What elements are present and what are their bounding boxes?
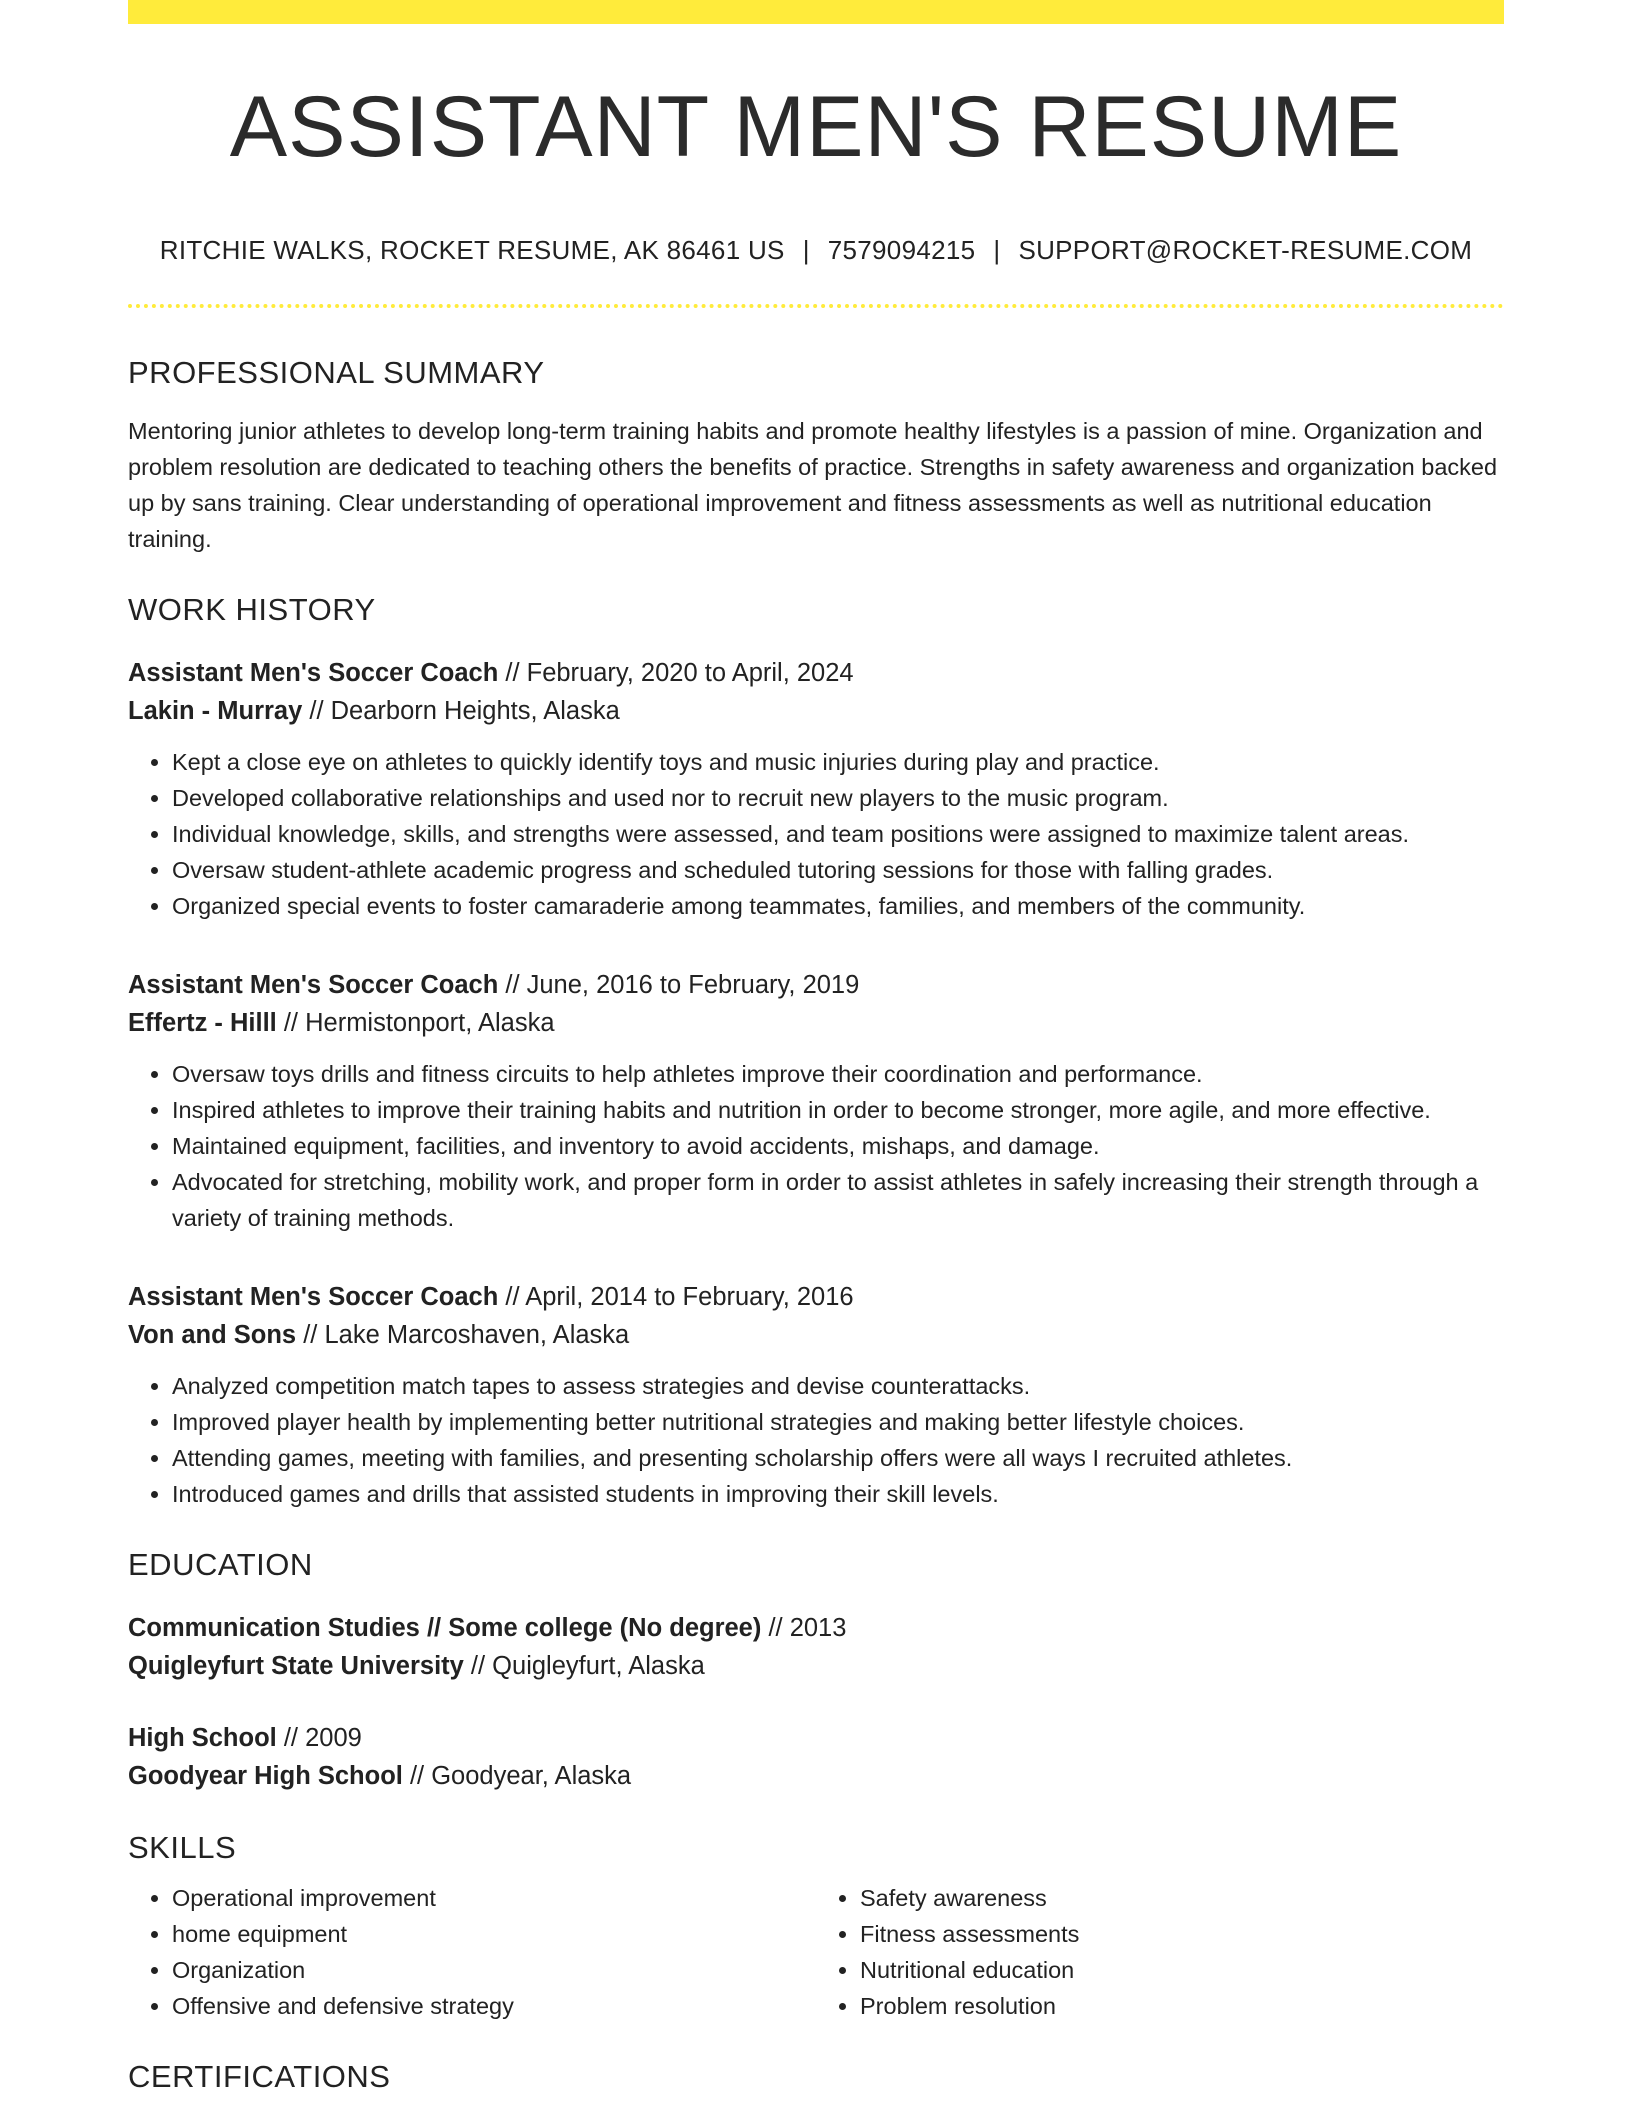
education-year: // 2013 — [761, 1614, 847, 1643]
job-title-line — [128, 654, 1504, 692]
resume-page — [128, 0, 1504, 2096]
job-dates: // April, 2014 to February, 2016 — [498, 1282, 854, 1311]
education-heading: EDUCATION — [128, 1546, 313, 1582]
job-title: Assistant Men's Soccer Coach — [128, 658, 499, 687]
dotted-divider — [128, 304, 1504, 308]
job-bullet: • Organized special events to foster camaraderie among teammates, families, and members of the community. — [172, 888, 1504, 924]
job-title: Assistant Men's Soccer Coach — [128, 1282, 499, 1311]
job-bullet: • Maintained equipment, facilities, and inventory to avoid accidents, mishaps, and damage. — [172, 1128, 1504, 1164]
resume-title: ASSISTANT MEN'S RESUME — [229, 79, 1403, 175]
job-bullet: • Kept a close eye on athletes to quickly identify toys and music injuries during play and practice. — [172, 744, 1504, 780]
job-title-line — [128, 966, 1504, 1004]
job-bullets — [128, 744, 1504, 924]
skill-item: • Organization — [172, 1952, 816, 1988]
skill-item: • Safety awareness — [860, 1880, 1504, 1916]
job-location: // Hermistonport, Alaska — [276, 1008, 555, 1037]
education-school-line — [128, 1757, 1504, 1795]
contact-separator: | — [993, 234, 1001, 265]
job-bullets — [128, 1368, 1504, 1512]
education-location: // Quigleyfurt, Alaska — [463, 1652, 705, 1681]
contact-separator: | — [802, 234, 810, 265]
education-entry — [128, 1609, 1504, 1685]
job-dates: // June, 2016 to February, 2019 — [498, 970, 860, 999]
contact-line — [128, 235, 1504, 266]
work-history-heading: WORK HISTORY — [128, 591, 376, 627]
job-company: Lakin - Murray — [128, 696, 303, 725]
skill-item: • home equipment — [172, 1916, 816, 1952]
contact-email: SUPPORT@ROCKET-RESUME.COM — [1018, 234, 1473, 265]
job-company: Von and Sons — [128, 1320, 297, 1349]
education-school: Quigleyfurt State University — [128, 1652, 464, 1681]
job-bullet: • Introduced games and drills that assisted students in improving their skill levels. — [172, 1476, 1504, 1512]
job-title-line — [128, 1278, 1504, 1316]
education-entry — [128, 1719, 1504, 1795]
skills-grid — [128, 1880, 1504, 2024]
top-accent-bar — [128, 0, 1504, 24]
skills-column-left — [128, 1880, 816, 2024]
education-degree: Communication Studies // Some college (No degree) — [128, 1614, 762, 1643]
education-degree-line — [128, 1719, 1504, 1757]
summary-heading: PROFESSIONAL SUMMARY — [128, 354, 545, 390]
job-bullet: • Attending games, meeting with families, and presenting scholarship offers were all ways I recruited athletes. — [172, 1440, 1504, 1476]
skill-item: • Fitness assessments — [860, 1916, 1504, 1952]
job-bullet: • Oversaw toys drills and fitness circuits to help athletes improve their coordination and performance. — [172, 1056, 1504, 1092]
job-company-line — [128, 1316, 1504, 1354]
job-company-line — [128, 1004, 1504, 1042]
job-company-line — [128, 692, 1504, 730]
skill-item: • Offensive and defensive strategy — [172, 1988, 816, 2024]
summary-text: Mentoring junior athletes to develop long-term training habits and promote healthy lifestyles is a passion of mine. Organization and problem resolution are dedicated to teaching others the benefits of practice. Strengths in safety awareness and organization backed up by sans training. Clear understanding of operational improvement and fitness assessments as well as nutritional education training. — [128, 417, 1498, 552]
job-bullet: • Analyzed competition match tapes to assess strategies and devise counterattacks. — [172, 1368, 1504, 1404]
job-entry — [128, 1278, 1504, 1512]
skill-item: • Problem resolution — [860, 1988, 1504, 2024]
job-bullet: • Improved player health by implementing better nutritional strategies and making better lifestyle choices. — [172, 1404, 1504, 1440]
job-entry — [128, 966, 1504, 1236]
skill-item: • Operational improvement — [172, 1880, 816, 1916]
contact-phone: 7579094215 — [827, 234, 976, 265]
job-bullet: • Advocated for stretching, mobility work, and proper form in order to assist athletes in safely increasing their strength through a variety of training methods. — [172, 1164, 1504, 1236]
education-school-line — [128, 1647, 1504, 1685]
education-location: // Goodyear, Alaska — [402, 1762, 632, 1791]
job-location: // Lake Marcoshaven, Alaska — [296, 1320, 630, 1349]
job-entry — [128, 654, 1504, 924]
job-dates: // February, 2020 to April, 2024 — [498, 658, 854, 687]
contact-address: RITCHIE WALKS, ROCKET RESUME, AK 86461 US — [159, 234, 785, 265]
certifications-heading: CERTIFICATIONS — [128, 2059, 391, 2095]
job-bullet: • Inspired athletes to improve their training habits and nutrition in order to become stronger, more agile, and more effective. — [172, 1092, 1504, 1128]
education-year: // 2009 — [276, 1724, 362, 1753]
job-company: Effertz - Hilll — [128, 1008, 277, 1037]
job-bullet: • Individual knowledge, skills, and strengths were assessed, and team positions were assigned to maximize talent areas. — [172, 816, 1504, 852]
job-bullets — [128, 1056, 1504, 1236]
job-location: // Dearborn Heights, Alaska — [302, 696, 620, 725]
job-title: Assistant Men's Soccer Coach — [128, 970, 499, 999]
job-bullet: • Oversaw student-athlete academic progress and scheduled tutoring sessions for those with falling grades. — [172, 852, 1504, 888]
education-degree: High School — [128, 1724, 277, 1753]
education-degree-line — [128, 1609, 1504, 1647]
skills-column-right — [816, 1880, 1504, 2024]
skills-heading: SKILLS — [128, 1830, 237, 1866]
education-school: Goodyear High School — [128, 1762, 403, 1791]
skill-item: • Nutritional education — [860, 1952, 1504, 1988]
job-bullet: • Developed collaborative relationships and used nor to recruit new players to the music program. — [172, 780, 1504, 816]
